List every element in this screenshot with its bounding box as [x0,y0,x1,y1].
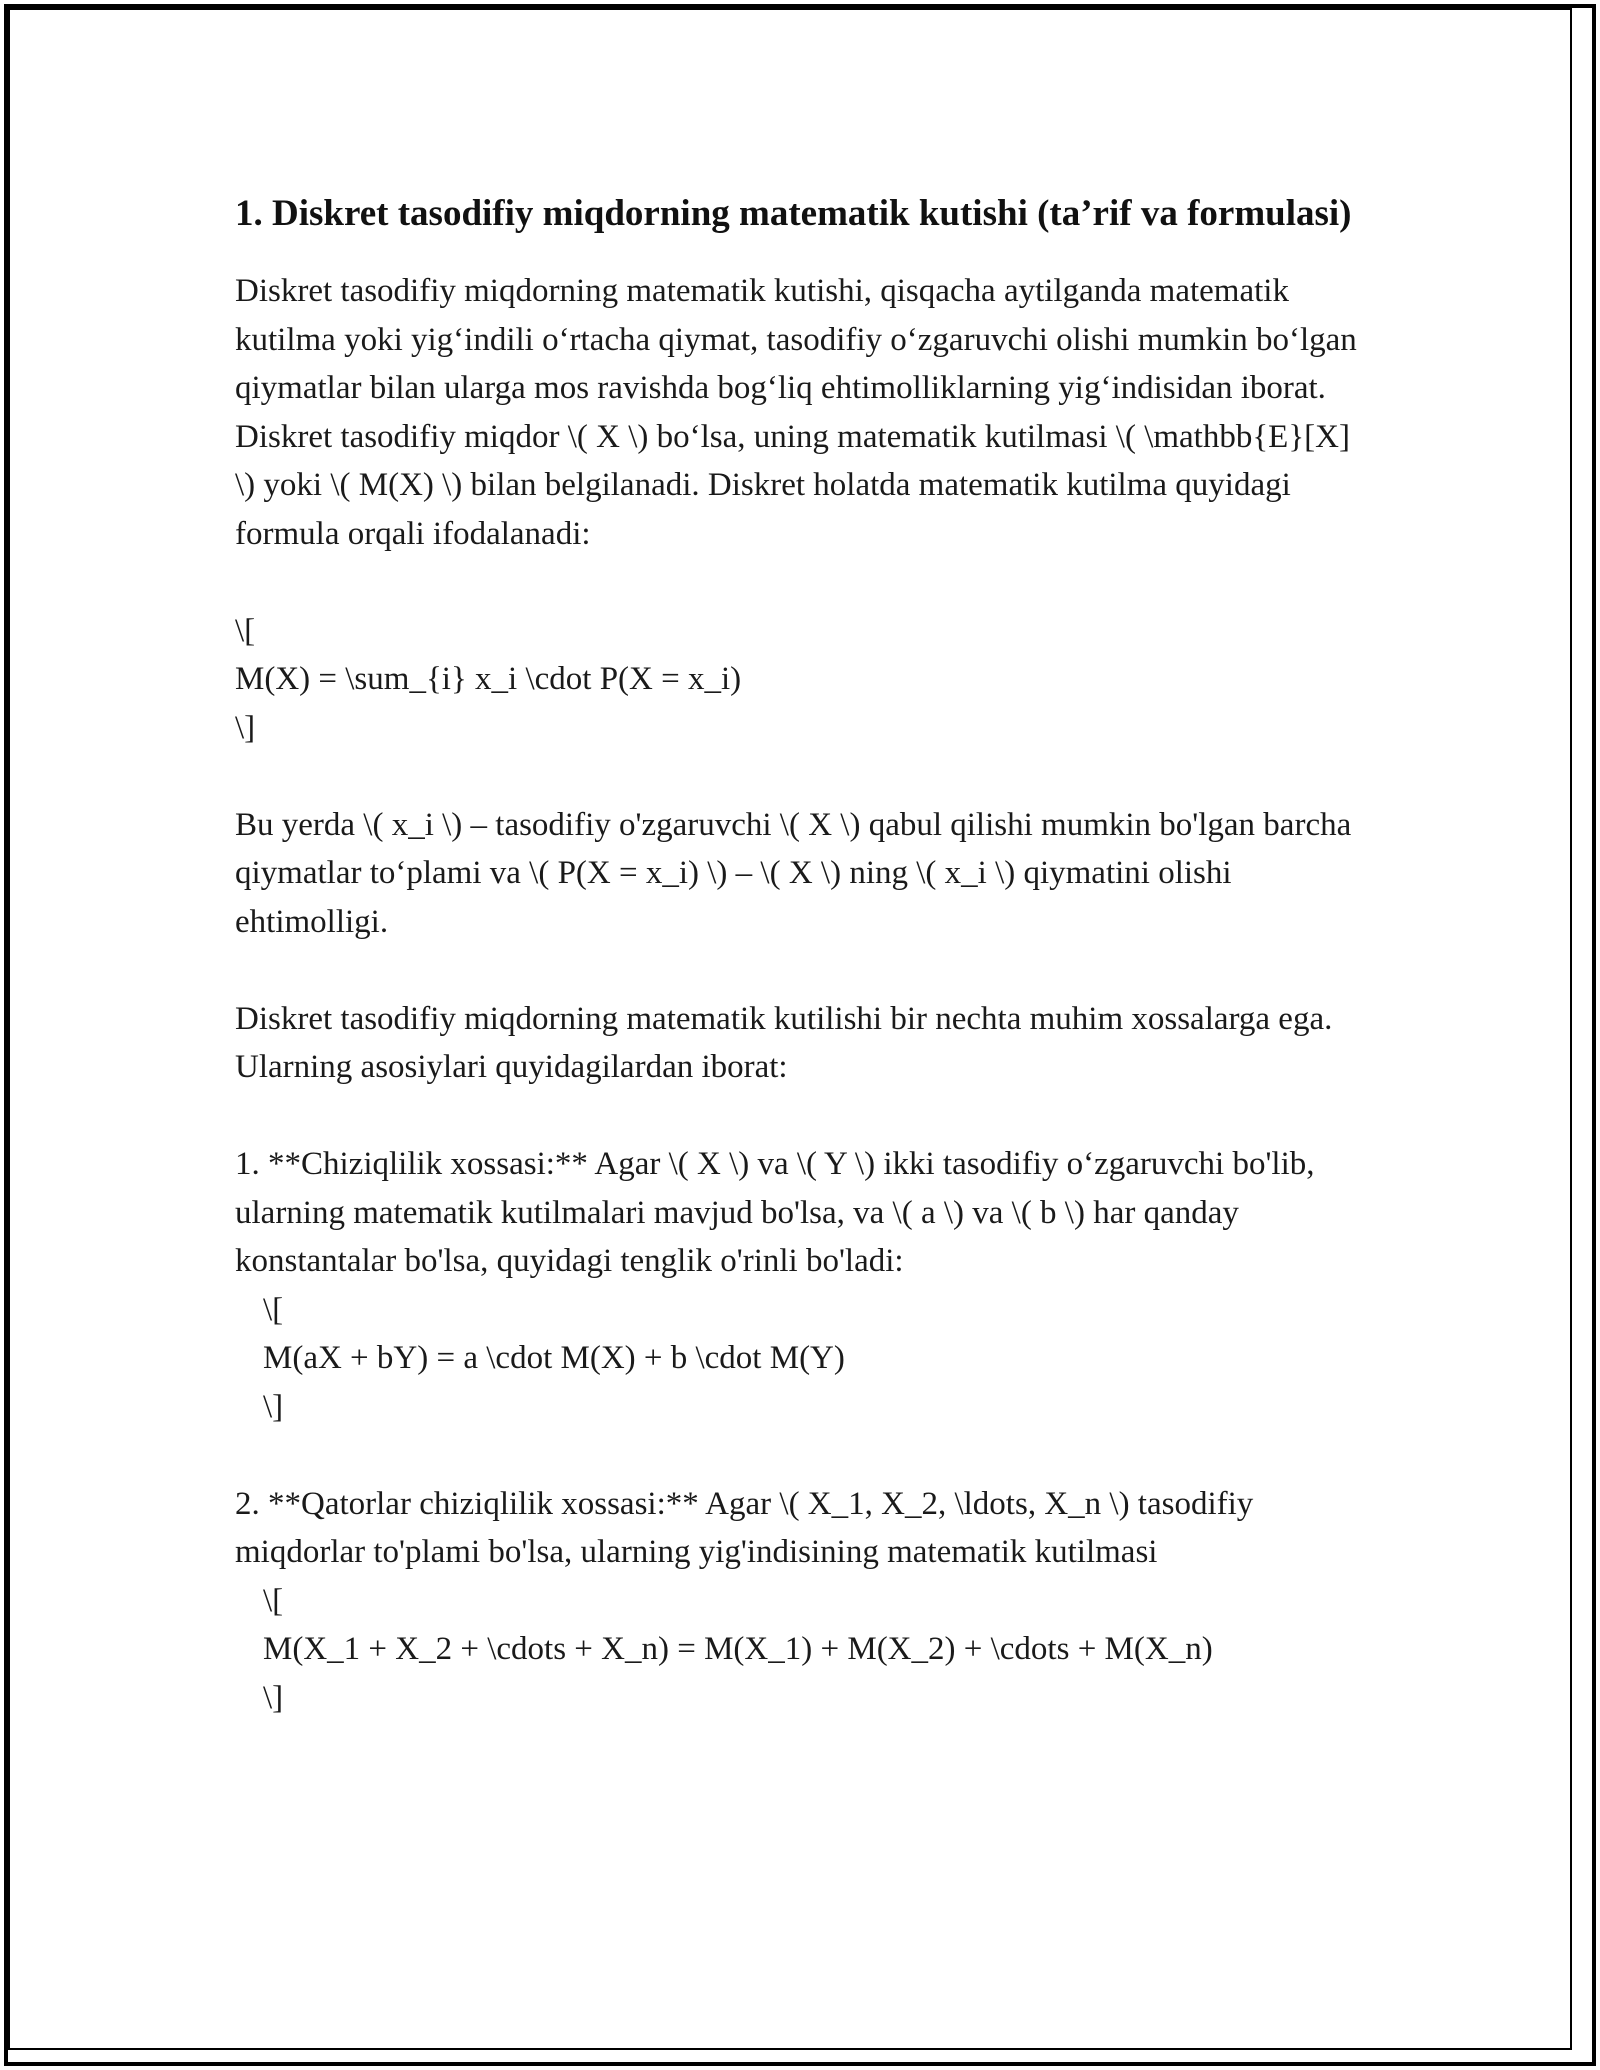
formula-body: M(aX + bY) = a \cdot M(X) + b \cdot M(Y) [263,1340,845,1376]
explanation-paragraph: Bu yerda \( x_i \) – tasodifiy o'zgaruvchi \( X \) qabul qilishi mumkin bo'lgan barcha qiymatlar to‘plami va \( P(X = x_i) \) – \( X \) ning \( x_i \) qiymatini olishi ehtimolligi. [235,806,1360,940]
spacer [235,1431,1365,1480]
spacer [235,946,1365,995]
properties-intro-paragraph: Diskret tasodifiy miqdorning matematik kutilishi bir nechta muhim xossalarga ega. Ularning asosiylari quyidagilardan iborat: [235,1000,1341,1085]
formula-body: M(X) = \sum_{i} x_i \cdot P(X = x_i) [235,661,742,697]
formula-body: M(X_1 + X_2 + \cdots + X_n) = M(X_1) + M(X_2) + \cdots + M(X_n) [263,1631,1213,1667]
formula-close: \] [235,709,256,746]
section-heading: 1. Diskret tasodifiy miqdorning matematik kutishi (ta’rif va formulasi) [235,193,1352,234]
property-item-series-linearity [235,1480,1365,1723]
document-page [235,188,1365,1722]
property-item-text: 1. **Chiziqlilik xossasi:** Agar \( X \) va \( Y \) ikki tasodifiy o‘zgaruvchi bo'lib, ularning matematik kutilmalari mavjud bo'lsa, va \( a \) va \( b \) har qanday konstantalar bo'lsa, quyidagi tenglik o'rinli bo'ladi: [235,1146,1323,1279]
formula-close: \] [263,1388,284,1425]
property-item-linearity [235,1140,1365,1431]
intro-paragraph: Diskret tasodifiy miqdorning matematik kutishi, qisqacha aytilganda matematik kutilma yoki yig‘indili o‘rtacha qiymat, tasodifiy o‘zgaruvchi olishi mumkin bo‘lgan qiymatlar bilan ularga mos ravishda bog‘liq ehtimolliklarning yig‘indisidan iborat. Diskret tasodifiy miqdor \( X \) bo‘lsa, uning matematik kutilmasi \( \mathbb{E}[X] \) yoki \( M(X) \) bilan belgilanadi. Diskret holatda matematik kutilma quyidagi formula orqali ifodalanadi: [235,273,1366,552]
spacer [235,558,1365,607]
spacer [235,1092,1365,1141]
formula-block-expectation [235,607,1365,753]
property-item-text: 2. **Qatorlar chiziqlilik xossasi:** Agar \( X_1, X_2, \ldots, X_n \) tasodifiy miqdorlar to'plami bo'lsa, ularning yig'indisining matematik kutilmasi [235,1485,1262,1570]
formula-open: \[ [235,612,256,649]
formula-open: \[ [263,1291,284,1328]
formula-open: \[ [263,1582,284,1619]
spacer [235,752,1365,801]
formula-close: \] [263,1679,284,1716]
